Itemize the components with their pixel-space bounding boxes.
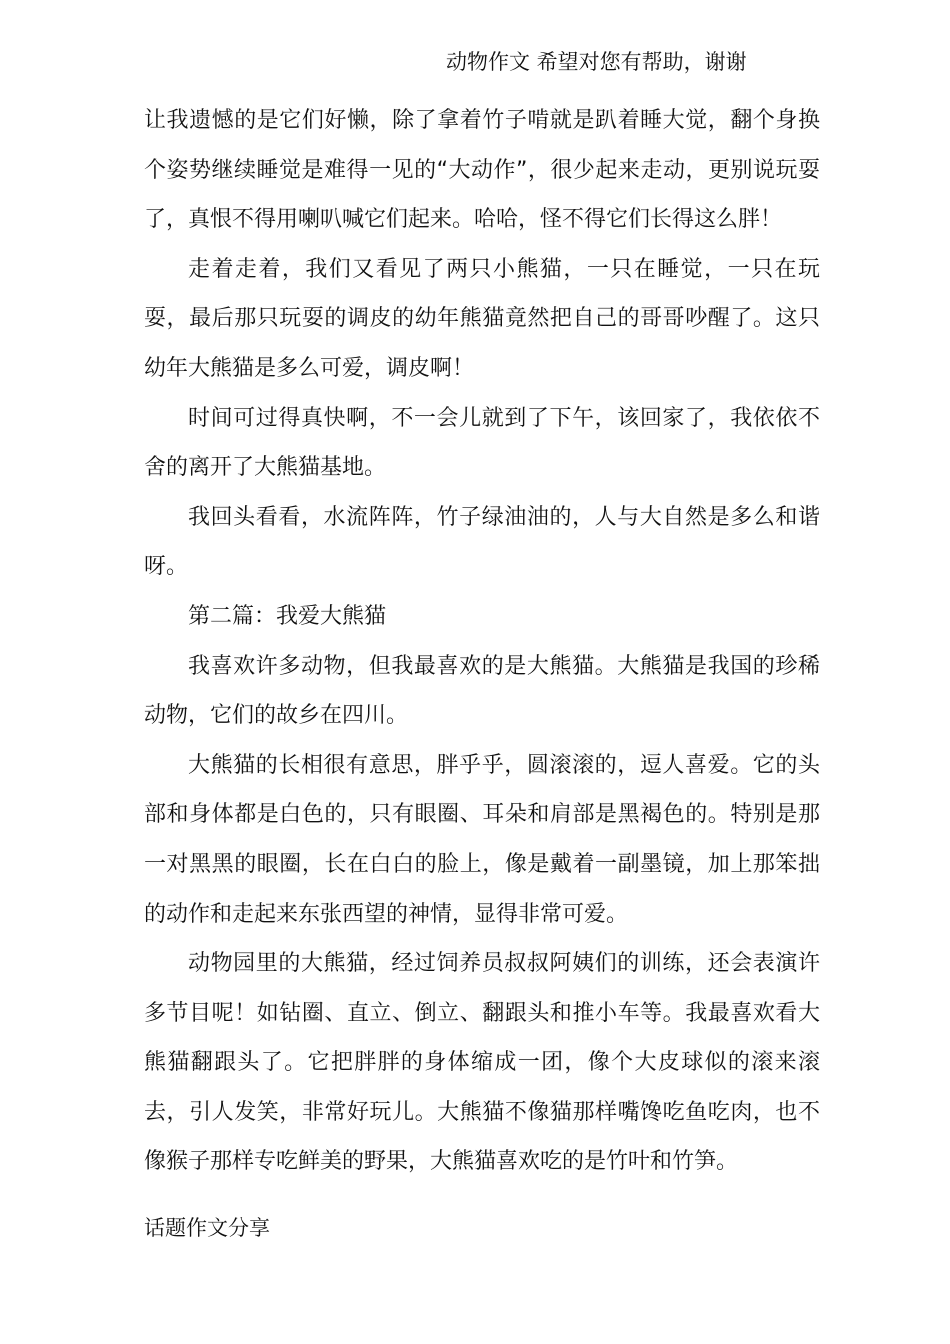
paragraph: 动物园里的大熊猫，经过饲养员叔叔阿姨们的训练，还会表演许多节目呢！如钻圈、直立、倒立、翻跟头和推小车等。我最喜欢看大熊猫翻跟头了。它把胖胖的身体缩成一团，像个大皮球似的滚来滚去，引人发笑，非常好玩儿。大熊猫不像猫那样嘴馋吃鱼吃肉，也不像猴子那样专吃鲜美的野果，大熊猫喜欢吃的是竹叶和竹笋。 xyxy=(144,951,820,1175)
document-body xyxy=(144,96,820,1187)
paragraph: 走着走着，我们又看见了两只小熊猫，一只在睡觉，一只在玩耍，最后那只玩耍的调皮的幼年熊猫竟然把自己的哥哥吵醒了。这只幼年大熊猫是多么可爱，调皮啊！ xyxy=(144,256,820,381)
page-header: 动物作文 希望对您有帮助，谢谢 xyxy=(446,50,747,74)
paragraph: 我回头看看，水流阵阵，竹子绿油油的，人与大自然是多么和谐呀。 xyxy=(144,504,820,580)
page-footer: 话题作文分享 xyxy=(144,1216,270,1240)
section-heading: 第二篇：我爱大熊猫 xyxy=(188,603,387,629)
paragraph: 时间可过得真快啊，不一会儿就到了下午，该回家了，我依依不舍的离开了大熊猫基地。 xyxy=(144,405,820,481)
paragraph: 我喜欢许多动物，但我最喜欢的是大熊猫。大熊猫是我国的珍稀动物，它们的故乡在四川。 xyxy=(144,653,820,729)
paragraph-continued: 让我遗憾的是它们好懒，除了拿着竹子啃就是趴着睡大觉，翻个身换个姿势继续睡觉是难得一见的“大动作”，很少起来走动，更别说玩耍了，真恨不得用喇叭喊它们起来。哈哈，怪不得它们长得这么胖！ xyxy=(144,108,820,233)
paragraph: 大熊猫的长相很有意思，胖乎乎，圆滚滚的，逗人喜爱。它的头部和身体都是白色的，只有眼圈、耳朵和肩部是黑褐色的。特别是那一对黑黑的眼圈，长在白白的脸上，像是戴着一副墨镜，加上那笨拙的动作和走起来东张西望的神情，显得非常可爱。 xyxy=(144,752,820,927)
